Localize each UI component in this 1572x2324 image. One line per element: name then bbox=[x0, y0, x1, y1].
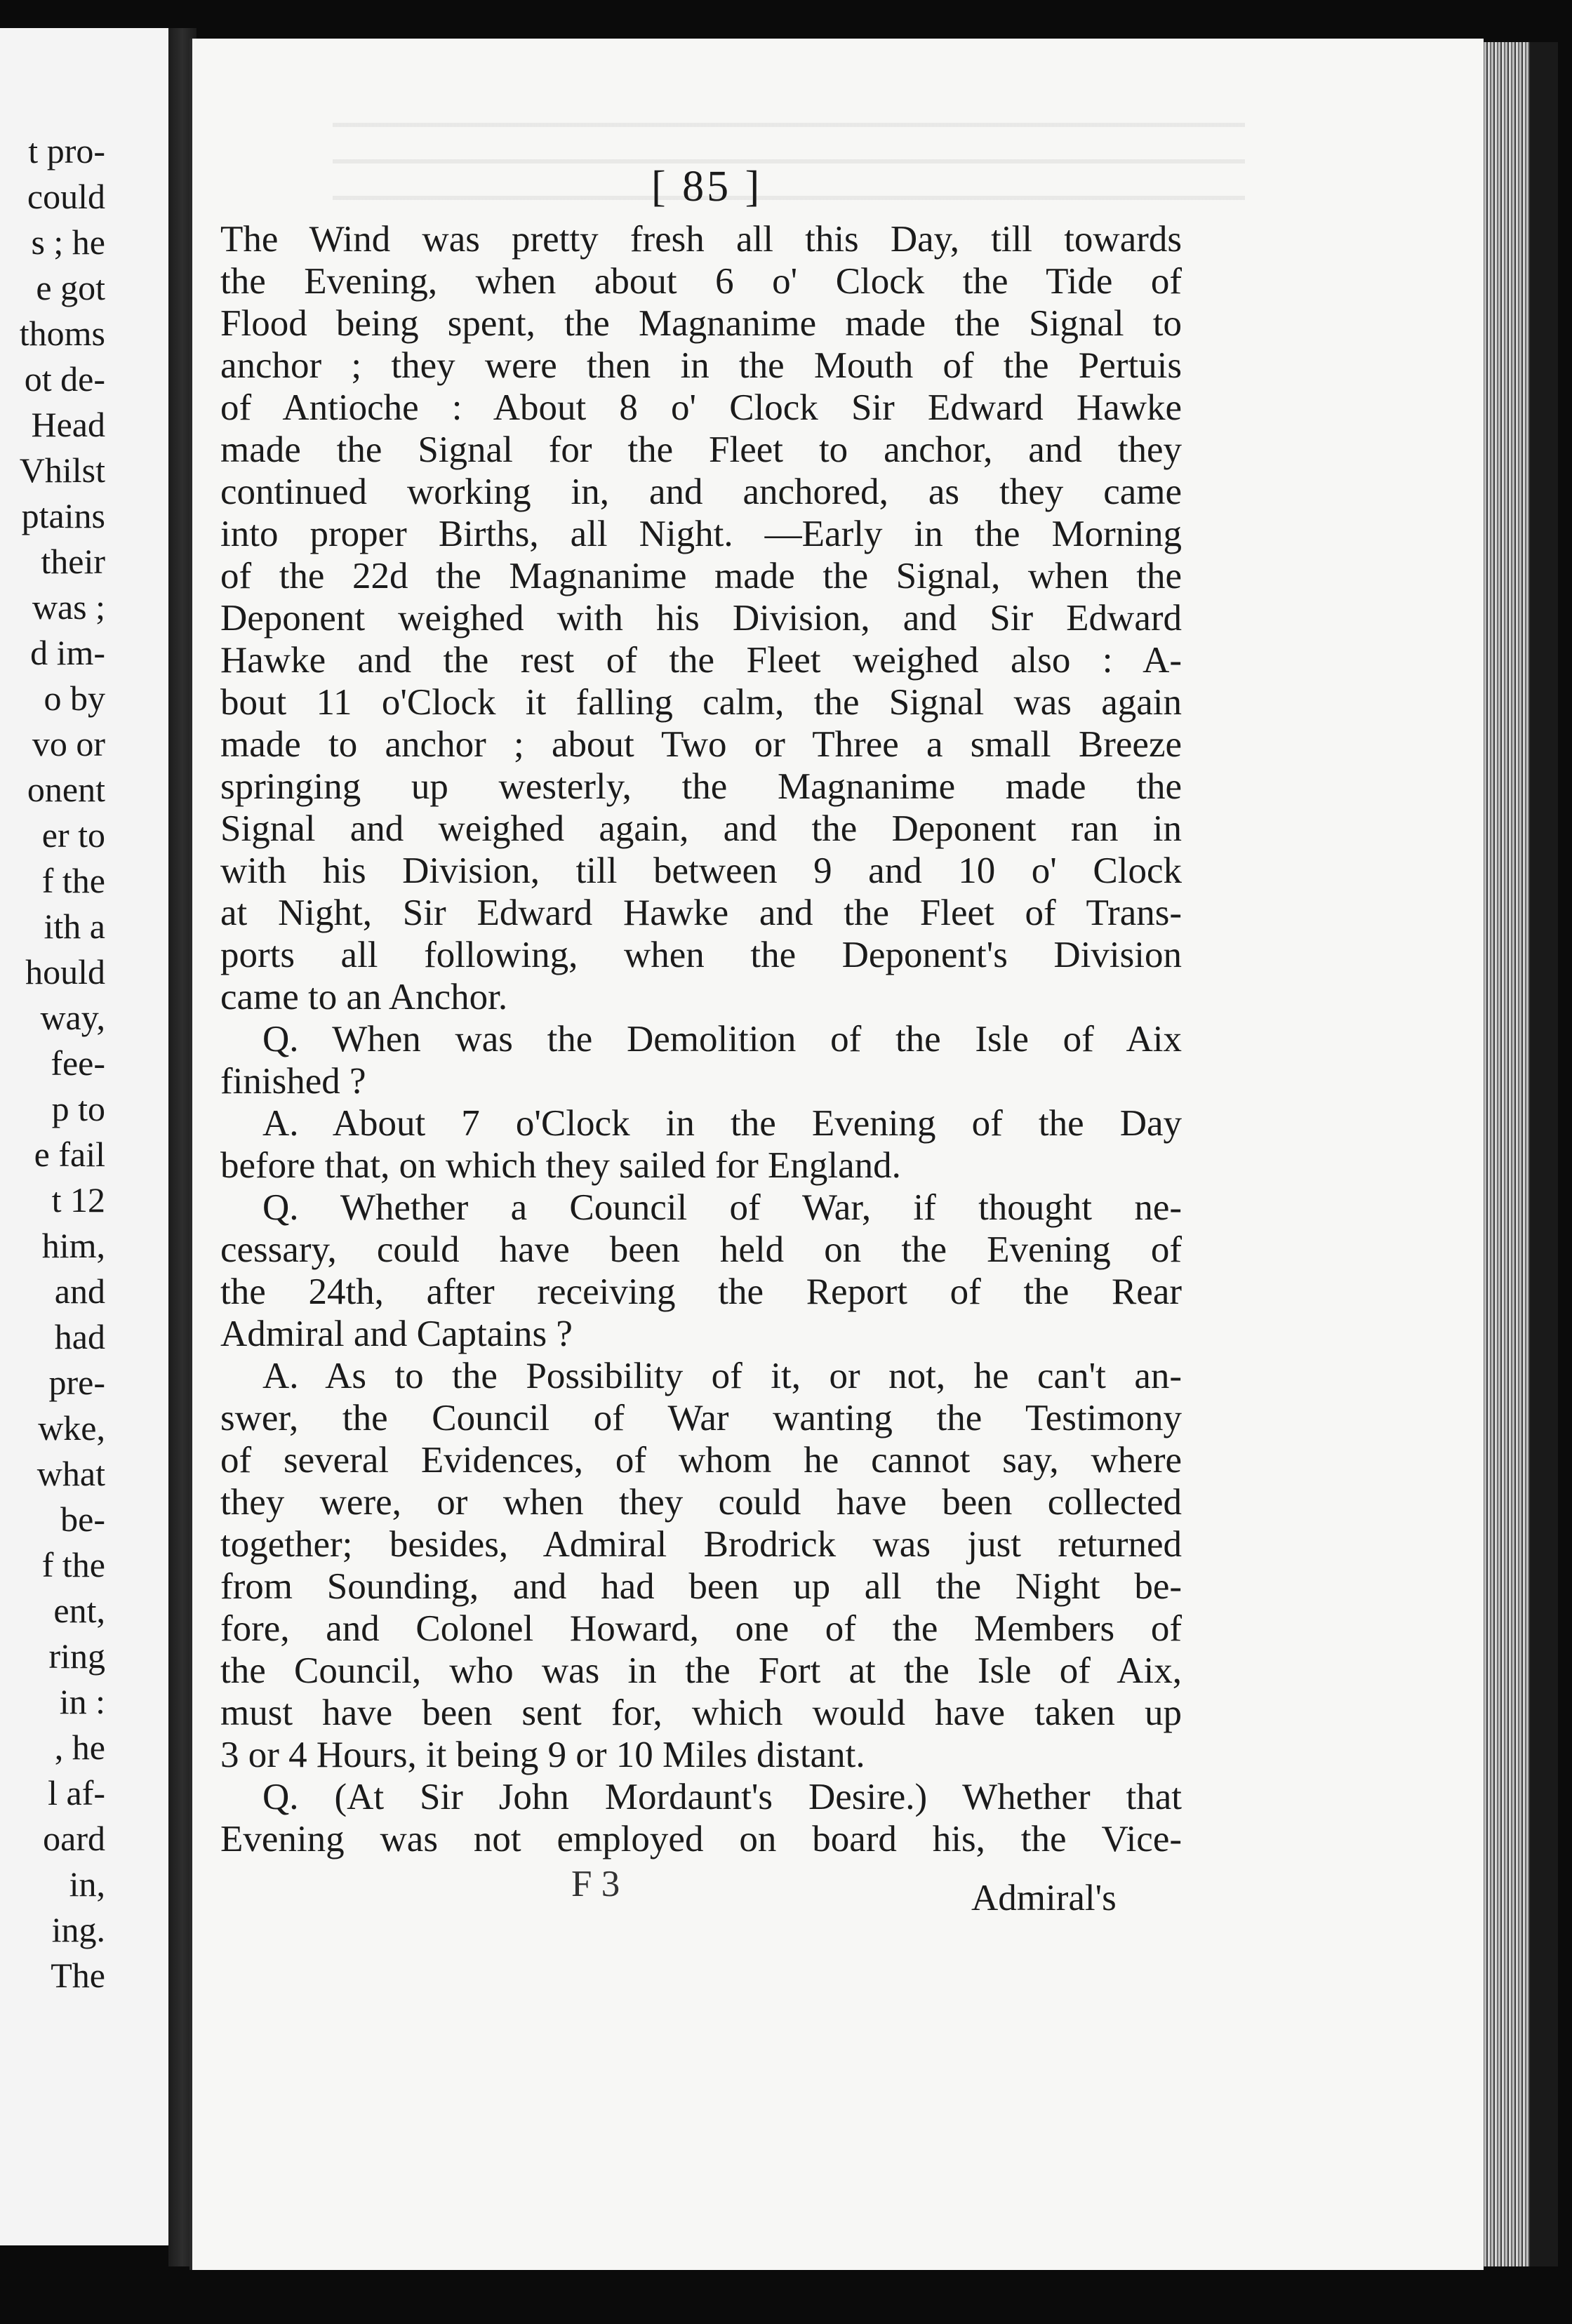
text-line: Evening was not employed on board his, the Vice- bbox=[220, 1819, 1182, 1859]
text-line: Signal and weighed again, and the Deponent ran in bbox=[220, 808, 1182, 849]
text-line: of Antioche : About 8 o' Clock Sir Edward Hawke bbox=[220, 387, 1182, 428]
left-page-line: fee- bbox=[51, 1043, 105, 1083]
text-line: fore, and Colonel Howard, one of the Members of bbox=[220, 1608, 1182, 1649]
left-page-line: l af- bbox=[48, 1773, 105, 1812]
left-page-line: oard bbox=[43, 1819, 105, 1858]
text-line: made to anchor ; about Two or Three a small Breeze bbox=[220, 724, 1182, 765]
page-text bbox=[192, 39, 1484, 2270]
left-page-line: wke, bbox=[38, 1408, 105, 1448]
left-page-line: ptains bbox=[21, 496, 105, 535]
left-page-line: had bbox=[54, 1317, 105, 1356]
left-page-line: f the bbox=[41, 861, 105, 900]
text-line: The Wind was pretty fresh all this Day, till towards bbox=[220, 219, 1182, 260]
text-line: with his Division, till between 9 and 10 o' Clock bbox=[220, 850, 1182, 891]
left-page-line: ot de- bbox=[24, 359, 105, 399]
text-line: the Evening, when about 6 o' Clock the Tide of bbox=[220, 261, 1182, 302]
question-line: Q. (At Sir John Mordaunt's Desire.) Whether that bbox=[262, 1777, 1182, 1817]
left-page-line: Vhilst bbox=[19, 450, 105, 490]
left-page-line: e got bbox=[36, 268, 105, 307]
left-page-line: t pro- bbox=[28, 131, 105, 171]
text-line: before that, on which they sailed for England. bbox=[220, 1145, 901, 1186]
text-line: they were, or when they could have been collected bbox=[220, 1482, 1182, 1523]
question-line: Q. When was the Demolition of the Isle of Aix bbox=[262, 1019, 1182, 1060]
left-page-line: p to bbox=[51, 1089, 105, 1128]
left-page-line: er to bbox=[41, 815, 105, 855]
text-line: must have been sent for, which would have taken up bbox=[220, 1692, 1182, 1733]
left-page-line: pre- bbox=[48, 1363, 105, 1402]
left-page-line: ring bbox=[48, 1636, 105, 1676]
left-page-line: o by bbox=[44, 679, 105, 718]
left-page-line: onent bbox=[27, 770, 105, 809]
text-line: Deponent weighed with his Division, and Sir Edward bbox=[220, 598, 1182, 639]
question-line: Q. Whether a Council of War, if thought ne- bbox=[262, 1187, 1182, 1228]
left-page-line: ent, bbox=[53, 1591, 105, 1630]
answer-line: A. As to the Possibility of it, or not, he can't an- bbox=[262, 1356, 1182, 1396]
left-page-line: ing. bbox=[51, 1910, 105, 1949]
text-line: of several Evidences, of whom he cannot say, where bbox=[220, 1440, 1182, 1481]
page-edge-shadow bbox=[1530, 42, 1558, 2266]
text-line: together; besides, Admiral Brodrick was just returned bbox=[220, 1524, 1182, 1565]
left-page-line: ith a bbox=[44, 907, 105, 946]
left-page-line: could bbox=[27, 177, 105, 216]
left-page-line: him, bbox=[41, 1226, 105, 1265]
text-line: finished ? bbox=[220, 1061, 366, 1102]
answer-line: A. About 7 o'Clock in the Evening of the Day bbox=[262, 1103, 1182, 1144]
left-page-line: hould bbox=[25, 952, 105, 991]
text-line: Hawke and the rest of the Fleet weighed also : A- bbox=[220, 640, 1182, 681]
left-page-line: what bbox=[36, 1454, 105, 1493]
left-page-line: s ; he bbox=[31, 222, 105, 262]
left-page-line: way, bbox=[40, 998, 105, 1037]
text-line: the 24th, after receiving the Report of the Rear bbox=[220, 1271, 1182, 1312]
page-number: [ 85 ] bbox=[651, 163, 763, 211]
text-line: came to an Anchor. bbox=[220, 977, 508, 1017]
left-page-line: The bbox=[51, 1956, 105, 1995]
left-page-line: e fail bbox=[34, 1135, 105, 1174]
left-page-line: and bbox=[54, 1271, 105, 1311]
catchword: Admiral's bbox=[971, 1878, 1117, 1918]
signature-mark: F 3 bbox=[571, 1864, 620, 1904]
left-page-line: was ; bbox=[32, 587, 105, 627]
text-line: from Sounding, and had been up all the Night be- bbox=[220, 1566, 1182, 1607]
text-line: continued working in, and anchored, as they came bbox=[220, 472, 1182, 512]
left-page-line: in, bbox=[69, 1864, 105, 1904]
left-page-line: their bbox=[41, 542, 105, 581]
left-page-line: Head bbox=[31, 405, 105, 444]
text-line: the Council, who was in the Fort at the Isle of Aix, bbox=[220, 1650, 1182, 1691]
text-line: Flood being spent, the Magnanime made the Signal to bbox=[220, 303, 1182, 344]
left-page-line: d im- bbox=[30, 633, 105, 672]
left-page-line: be- bbox=[60, 1500, 105, 1539]
left-page-line: , he bbox=[54, 1728, 105, 1767]
text-line: bout 11 o'Clock it falling calm, the Signal was again bbox=[220, 682, 1182, 723]
text-line: 3 or 4 Hours, it being 9 or 10 Miles distant. bbox=[220, 1735, 865, 1775]
left-page-line: t 12 bbox=[51, 1180, 105, 1220]
main-page bbox=[189, 39, 1484, 2270]
text-line: into proper Births, all Night. —Early in the Morning bbox=[220, 514, 1182, 554]
text-line: at Night, Sir Edward Hawke and the Fleet of Trans- bbox=[220, 893, 1182, 933]
left-page-line: thoms bbox=[19, 314, 105, 353]
text-line: of the 22d the Magnanime made the Signal, when the bbox=[220, 556, 1182, 596]
text-line: anchor ; they were then in the Mouth of the Pertuis bbox=[220, 345, 1182, 386]
left-page-line: vo or bbox=[32, 724, 105, 763]
text-line: Admiral and Captains ? bbox=[220, 1314, 573, 1354]
text-line: made the Signal for the Fleet to anchor, and they bbox=[220, 429, 1182, 470]
text-line: swer, the Council of War wanting the Testimony bbox=[220, 1398, 1182, 1438]
text-line: cessary, could have been held on the Evening of bbox=[220, 1229, 1182, 1270]
text-line: springing up westerly, the Magnanime made the bbox=[220, 766, 1182, 807]
left-page-fragment bbox=[0, 28, 173, 2245]
left-page-line: in : bbox=[59, 1682, 105, 1721]
text-line: ports all following, when the Deponent's Division bbox=[220, 935, 1182, 975]
left-page-line: f the bbox=[41, 1545, 105, 1584]
